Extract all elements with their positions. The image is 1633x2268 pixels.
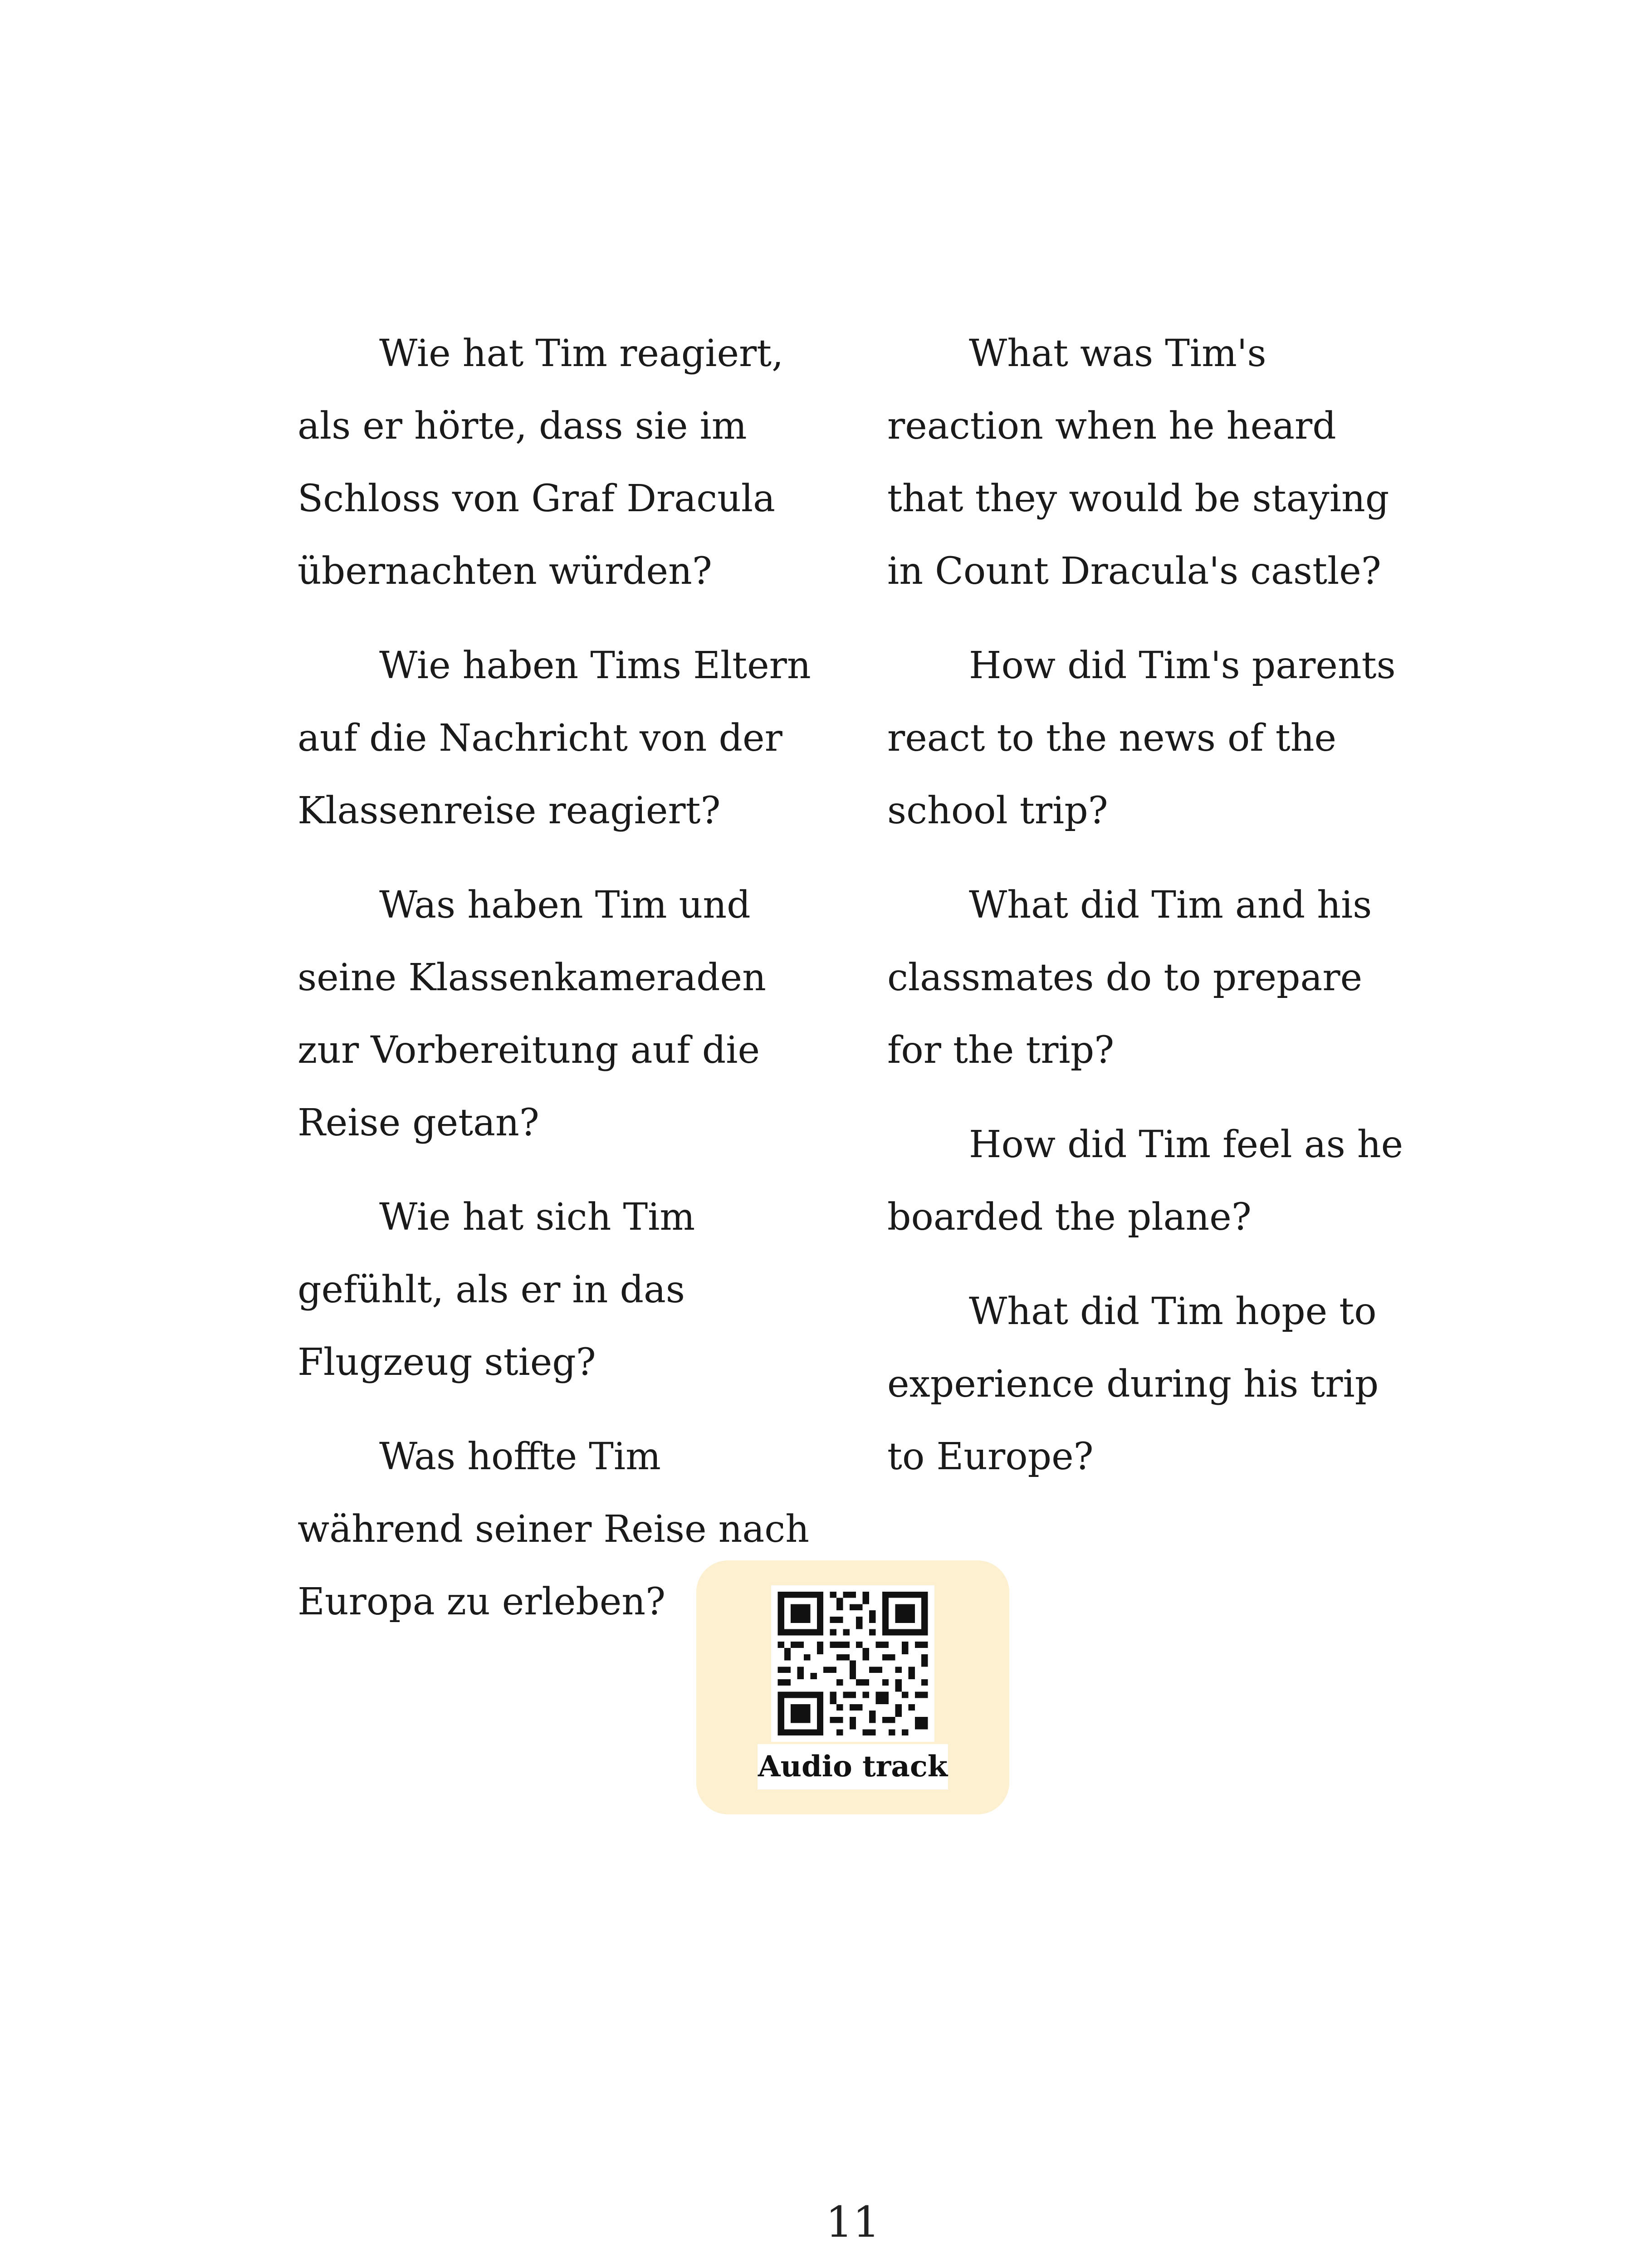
audio-track-box[interactable] xyxy=(696,1560,1009,1814)
german-column xyxy=(298,318,837,1660)
english-question: How did Tim's parents react to the news of the school trip? xyxy=(887,644,1396,832)
german-question: Wie hat sich Tim gefühlt, als er in das Flugzeug stieg? xyxy=(298,1196,695,1384)
english-question: What did Tim and his classmates do to prepare for the trip? xyxy=(887,884,1372,1072)
qr-code-icon[interactable] xyxy=(771,1585,934,1742)
german-question: Was hoffte Tim während seiner Reise nach Europa zu erleben? xyxy=(298,1435,810,1623)
german-question: Wie hat Tim reagiert, als er hörte, dass sie im Schloss von Graf Dracula übernachten würden? xyxy=(298,332,784,593)
bilingual-columns xyxy=(298,318,1413,1660)
english-question: How did Tim feel as he boarded the plane? xyxy=(887,1123,1403,1239)
german-question: Wie haben Tims Eltern auf die Nachricht von der Klassenreise reagiert? xyxy=(298,644,811,832)
english-question: What did Tim hope to experience during his trip to Europe? xyxy=(887,1290,1379,1478)
english-column xyxy=(887,318,1413,1660)
german-question: Was haben Tim und seine Klassenkameraden zur Vorbereitung auf die Reise getan? xyxy=(298,884,766,1144)
page-number: 11 xyxy=(826,2198,880,2247)
audio-track-label: Audio track xyxy=(758,1744,948,1789)
english-question: What was Tim's reaction when he heard that they would be staying in Count Dracula's castle? xyxy=(887,332,1389,593)
